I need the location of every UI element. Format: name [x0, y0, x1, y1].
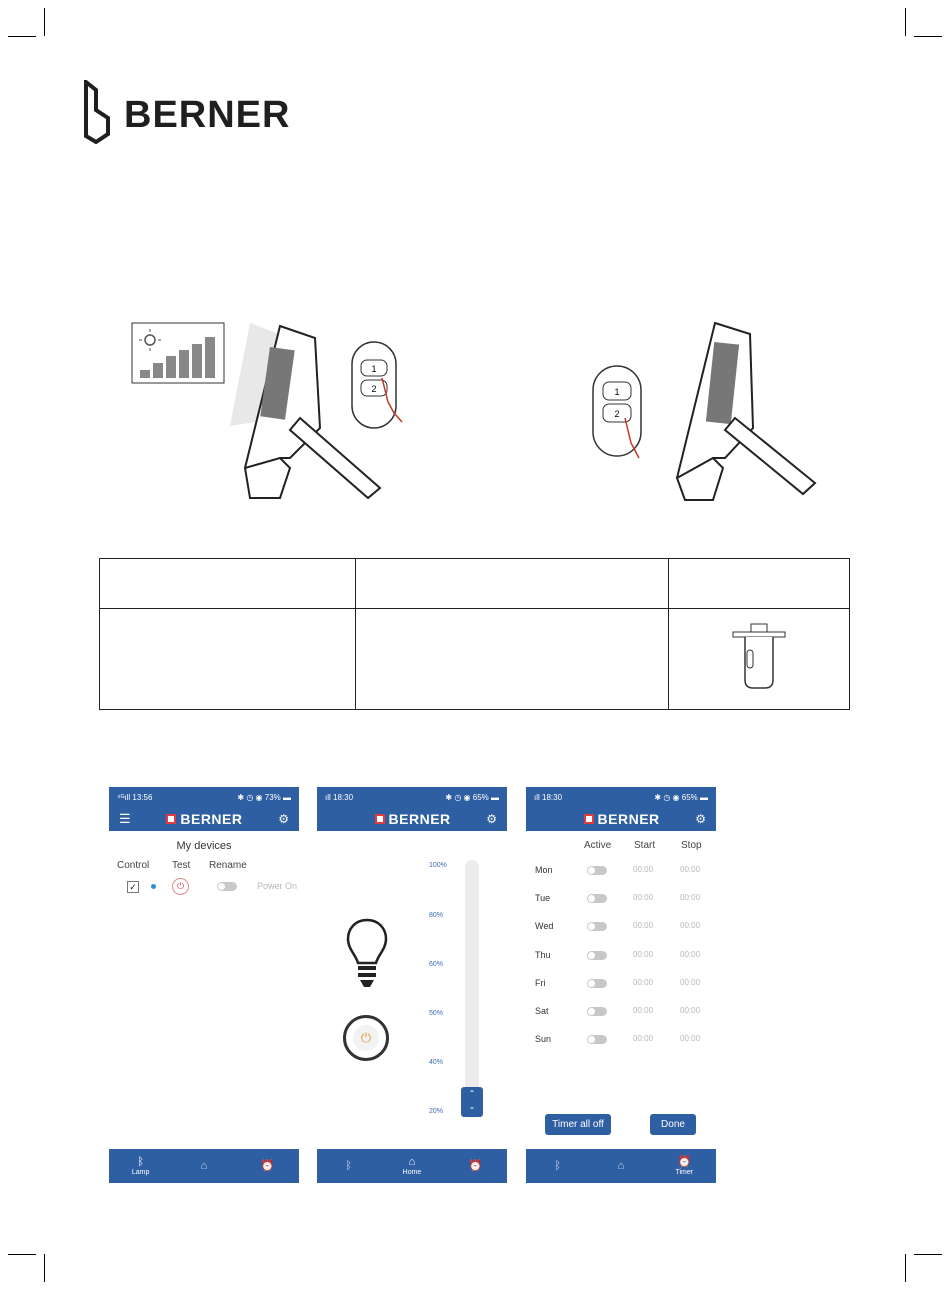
brand-logo: [82, 80, 342, 146]
bottom-nav: [109, 1149, 299, 1183]
active-toggle[interactable]: [587, 866, 607, 875]
battery-level: 65%: [681, 792, 698, 802]
timer-row: [526, 893, 716, 907]
alarm-icon: ⏰: [677, 1156, 692, 1168]
level-label: 100%: [429, 862, 447, 869]
table-cell: [100, 559, 356, 609]
battery-level: 73%: [264, 792, 281, 802]
control-checkbox[interactable]: ✓: [127, 881, 139, 893]
app-logo-text: BERNER: [180, 811, 243, 827]
table-cell: [100, 609, 356, 710]
crop-mark: [8, 1254, 36, 1255]
battery-level: 65%: [472, 792, 489, 802]
column-stop: Stop: [681, 840, 702, 851]
brand-name: BERNER: [124, 94, 291, 136]
alarm-icon: ⏰: [468, 1159, 483, 1172]
menu-icon[interactable]: ☰: [119, 811, 131, 826]
active-toggle[interactable]: [587, 922, 607, 931]
day-label: Thu: [535, 950, 551, 960]
nav-label: Home: [402, 1169, 422, 1176]
start-time[interactable]: 00:00: [633, 1034, 654, 1043]
table-cell: [356, 559, 669, 609]
brand-mark-icon: [82, 80, 122, 144]
active-toggle[interactable]: [587, 951, 607, 960]
nav-lamp[interactable]: [533, 1160, 583, 1173]
app-logo: [166, 811, 242, 827]
timer-all-off-button[interactable]: Timer all off: [545, 1114, 611, 1135]
status-icons: ✱ ◷ ◉: [654, 792, 682, 802]
crop-mark: [914, 36, 942, 37]
app-header: [317, 807, 507, 831]
logo-square-icon: [166, 814, 176, 824]
phone-screen-home: [317, 787, 507, 1189]
stop-time[interactable]: 00:00: [680, 950, 701, 959]
test-power-button[interactable]: ⏻: [172, 878, 189, 895]
bluetooth-icon: ᛒ: [137, 1156, 144, 1168]
spec-table: [99, 558, 850, 710]
nav-home[interactable]: [596, 1160, 646, 1173]
app-header: [109, 807, 299, 831]
level-label: 50%: [429, 1010, 444, 1017]
nav-label: Timer: [675, 1169, 694, 1176]
nav-home[interactable]: [179, 1160, 229, 1173]
timer-row: [526, 865, 716, 879]
stop-time[interactable]: 00:00: [680, 978, 701, 987]
level-label: 80%: [429, 912, 444, 919]
timer-row: [526, 950, 716, 964]
crop-mark: [44, 8, 45, 36]
crop-mark: [8, 36, 36, 37]
start-time[interactable]: 00:00: [633, 978, 654, 987]
start-time[interactable]: 00:00: [633, 865, 654, 874]
power-button[interactable]: [343, 1015, 389, 1061]
signal-indicator: ⁴ᴳıll: [117, 792, 131, 802]
column-test: Test: [172, 860, 191, 871]
crop-mark: [914, 1254, 942, 1255]
rename-toggle[interactable]: [217, 882, 237, 891]
gear-icon[interactable]: ⚙: [486, 812, 497, 826]
active-toggle[interactable]: [587, 894, 607, 903]
day-label: Fri: [535, 978, 546, 988]
day-label: Tue: [535, 893, 551, 903]
app-logo-text: BERNER: [597, 811, 660, 827]
home-icon: ⌂: [617, 1159, 625, 1172]
battery-icon: ▬: [700, 792, 708, 802]
start-time[interactable]: 00:00: [633, 1006, 654, 1015]
logo-square-icon: [375, 814, 385, 824]
bluetooth-icon: ᛒ: [554, 1159, 561, 1172]
home-icon: ⌂: [408, 1156, 416, 1168]
nav-timer[interactable]: [450, 1160, 500, 1173]
page-title: My devices: [176, 840, 232, 852]
app-logo: [375, 811, 451, 827]
active-toggle[interactable]: [587, 1035, 607, 1044]
start-time[interactable]: 00:00: [633, 893, 654, 902]
status-bar: ıll 18:30 ✱ ◷ ◉ 65% ▬: [317, 787, 507, 807]
active-toggle[interactable]: [587, 1007, 607, 1016]
timer-row: [526, 921, 716, 935]
start-time[interactable]: 00:00: [633, 921, 654, 930]
level-label: 20%: [429, 1108, 444, 1115]
table-cell: [356, 609, 669, 710]
column-rename: Rename: [209, 860, 247, 871]
column-headers: [526, 840, 716, 854]
connection-dot: [151, 884, 156, 889]
alarm-icon: ⏰: [260, 1159, 275, 1172]
nav-lamp[interactable]: [324, 1160, 374, 1173]
gear-icon[interactable]: ⚙: [278, 812, 289, 826]
nav-label: Lamp: [131, 1169, 150, 1176]
nav-lamp[interactable]: [116, 1156, 166, 1176]
lamp-sensor-illustration: [130, 318, 420, 508]
column-control: Control: [117, 860, 150, 871]
column-active: Active: [584, 840, 612, 851]
chevron-down-icon[interactable]: ⌄: [468, 1102, 476, 1111]
gear-icon[interactable]: ⚙: [695, 812, 706, 826]
status-icons: ✱ ◷ ◉: [237, 792, 265, 802]
brightness-slider-track[interactable]: [465, 860, 479, 1118]
power-icon: ⏻: [353, 1025, 379, 1051]
logo-square-icon: [584, 814, 594, 824]
level-label: 60%: [429, 961, 444, 968]
bottom-nav: [526, 1149, 716, 1183]
status-time: 18:30: [333, 792, 354, 802]
active-toggle[interactable]: [587, 979, 607, 988]
day-label: Sat: [535, 1006, 549, 1016]
stop-time[interactable]: 00:00: [680, 893, 701, 902]
status-time: 18:30: [542, 792, 563, 802]
level-label: 40%: [429, 1059, 444, 1066]
battery-icon: ▬: [491, 792, 499, 802]
crop-mark: [905, 8, 906, 36]
timer-row: [526, 978, 716, 992]
device-row: [109, 878, 299, 898]
column-headers: [109, 860, 299, 876]
timer-row: [526, 1034, 716, 1048]
remote-button-1-label: 1: [371, 364, 377, 374]
app-header: [526, 807, 716, 831]
lamp-remote-illustration: [585, 318, 835, 508]
nav-timer[interactable]: [659, 1156, 709, 1176]
start-time[interactable]: 00:00: [633, 950, 654, 959]
nav-timer[interactable]: [242, 1160, 292, 1173]
crop-mark: [44, 1254, 45, 1282]
stop-time[interactable]: 00:00: [680, 865, 701, 874]
home-icon: ⌂: [200, 1159, 208, 1172]
day-label: Mon: [535, 865, 553, 875]
stop-time[interactable]: 00:00: [680, 1006, 701, 1015]
remote-button-1-label: 1: [614, 387, 620, 397]
bottom-nav: [317, 1149, 507, 1183]
table-cell: [669, 609, 850, 710]
bulb-icon: [345, 917, 389, 991]
power-status: Power On: [257, 881, 298, 891]
status-icons: ✱ ◷ ◉: [445, 792, 473, 802]
column-start: Start: [634, 840, 656, 851]
stop-time[interactable]: 00:00: [680, 921, 701, 930]
brightness-slider-handle[interactable]: [461, 1087, 483, 1117]
nav-home[interactable]: [387, 1156, 437, 1176]
phone-screen-devices: [109, 787, 299, 1189]
app-logo-text: BERNER: [388, 811, 451, 827]
done-button[interactable]: Done: [650, 1114, 696, 1135]
crop-mark: [905, 1254, 906, 1282]
phone-screen-timer: [526, 787, 716, 1189]
status-time: 13:56: [132, 792, 153, 802]
timer-row: [526, 1006, 716, 1020]
app-logo: [584, 811, 660, 827]
status-bar: ıll 18:30 ✱ ◷ ◉ 65% ▬: [526, 787, 716, 807]
bluetooth-icon: ᛒ: [345, 1159, 352, 1172]
battery-icon: ▬: [283, 792, 291, 802]
status-bar: [109, 787, 299, 807]
remote-button-2-label: 2: [614, 409, 620, 419]
day-label: Wed: [535, 921, 554, 931]
chevron-up-icon[interactable]: ⌃: [468, 1089, 476, 1098]
stop-time[interactable]: 00:00: [680, 1034, 701, 1043]
day-label: Sun: [535, 1034, 552, 1044]
table-cell: [669, 559, 850, 609]
mounting-clip-icon: [729, 622, 789, 692]
remote-button-2-label: 2: [371, 384, 377, 394]
